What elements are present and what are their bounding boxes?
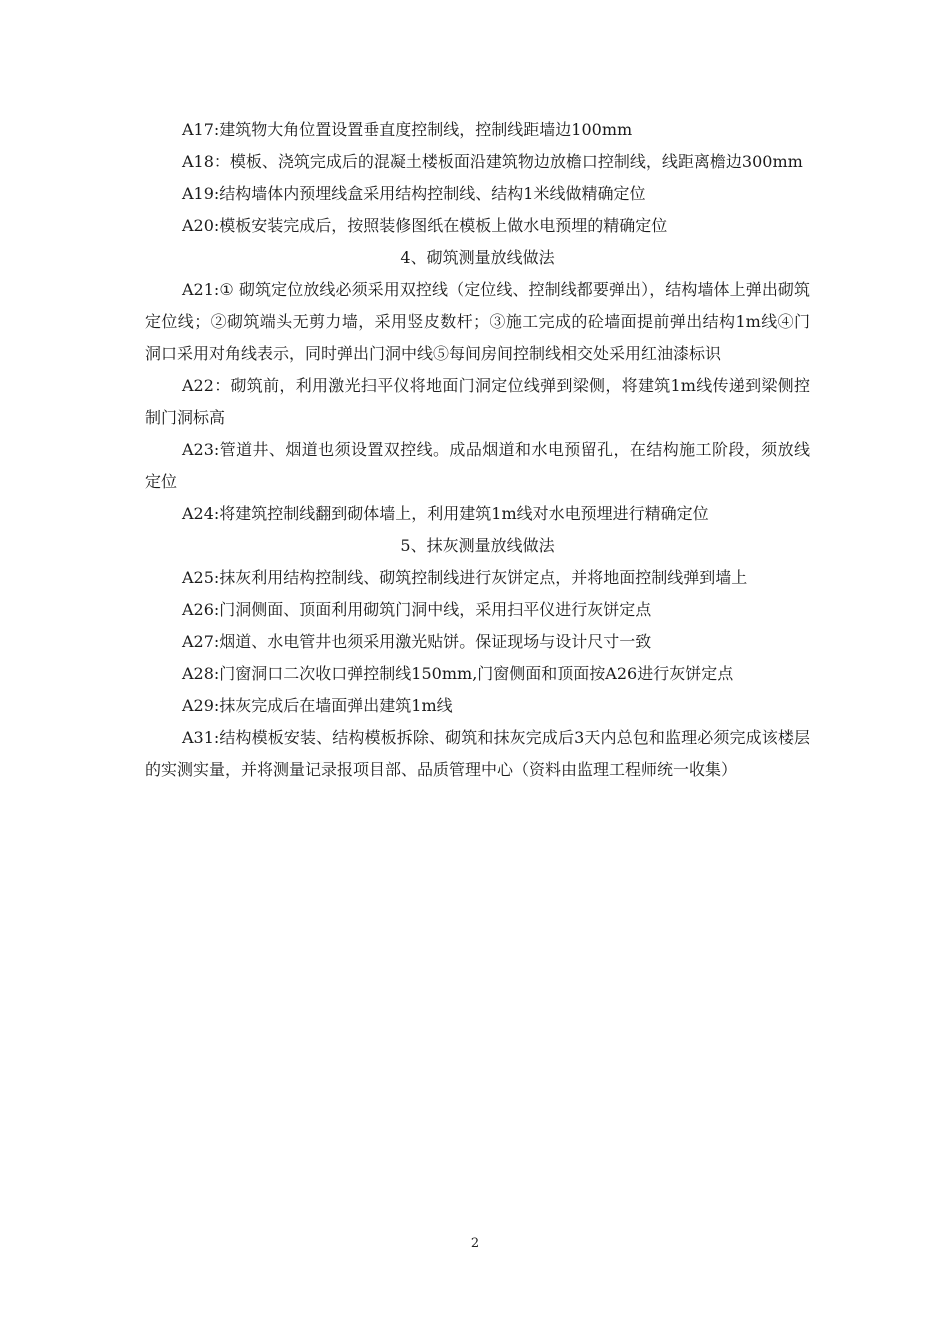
document-body bbox=[145, 114, 810, 786]
section-heading-plastering: 5、抹灰测量放线做法 bbox=[400, 536, 555, 555]
paragraph-a20: A20:模板安装完成后，按照装修图纸在模板上做水电预埋的精确定位 bbox=[182, 216, 668, 235]
paragraph-a26: A26:门洞侧面、顶面利用砌筑门洞中线，采用扫平仪进行灰饼定点 bbox=[182, 600, 652, 619]
paragraph-a23: A23:管道井、烟道也须设置双控线。成品烟道和水电预留孔，在结构施工阶段，须放线定位 bbox=[145, 440, 810, 491]
paragraph-a22: A22：砌筑前，利用激光扫平仪将地面门洞定位线弹到梁侧，将建筑1m线传递到梁侧控制门洞标高 bbox=[145, 376, 810, 427]
paragraph-a25: A25:抹灰利用结构控制线、砌筑控制线进行灰饼定点，并将地面控制线弹到墙上 bbox=[182, 568, 748, 587]
paragraph-a18: A18：模板、浇筑完成后的混凝土楼板面沿建筑物边放檐口控制线，线距离檐边300mm bbox=[182, 152, 803, 171]
paragraph-a17: A17:建筑物大角位置设置垂直度控制线，控制线距墙边100mm bbox=[182, 120, 633, 139]
paragraph-a28: A28:门窗洞口二次收口弹控制线150mm,门窗侧面和顶面按A26进行灰饼定点 bbox=[182, 664, 734, 683]
paragraph-a24: A24:将建筑控制线翻到砌体墙上，利用建筑1m线对水电预埋进行精确定位 bbox=[182, 504, 709, 523]
paragraph-a21: A21:① 砌筑定位放线必须采用双控线（定位线、控制线都要弹出），结构墙体上弹出砌筑定位线；②砌筑端头无剪力墙，采用竖皮数杆；③施工完成的砼墙面提前弹出结构1m线④门洞口采用对角线表示，同时弹出门洞中线⑤每间房间控制线相交处采用红油漆标识 bbox=[145, 280, 810, 363]
paragraph-a27: A27:烟道、水电管井也须采用激光贴饼。保证现场与设计尺寸一致 bbox=[182, 632, 652, 651]
section-heading-masonry: 4、砌筑测量放线做法 bbox=[400, 248, 555, 267]
paragraph-a31: A31:结构模板安装、结构模板拆除、砌筑和抹灰完成后3天内总包和监理必须完成该楼层的实测实量，并将测量记录报项目部、品质管理中心（资料由监理工程师统一收集） bbox=[145, 728, 810, 779]
paragraph-a19: A19:结构墙体内预埋线盒采用结构控制线、结构1米线做精确定位 bbox=[182, 184, 646, 203]
page-number: 2 bbox=[470, 1236, 480, 1251]
paragraph-a29: A29:抹灰完成后在墙面弹出建筑1m线 bbox=[182, 696, 453, 715]
